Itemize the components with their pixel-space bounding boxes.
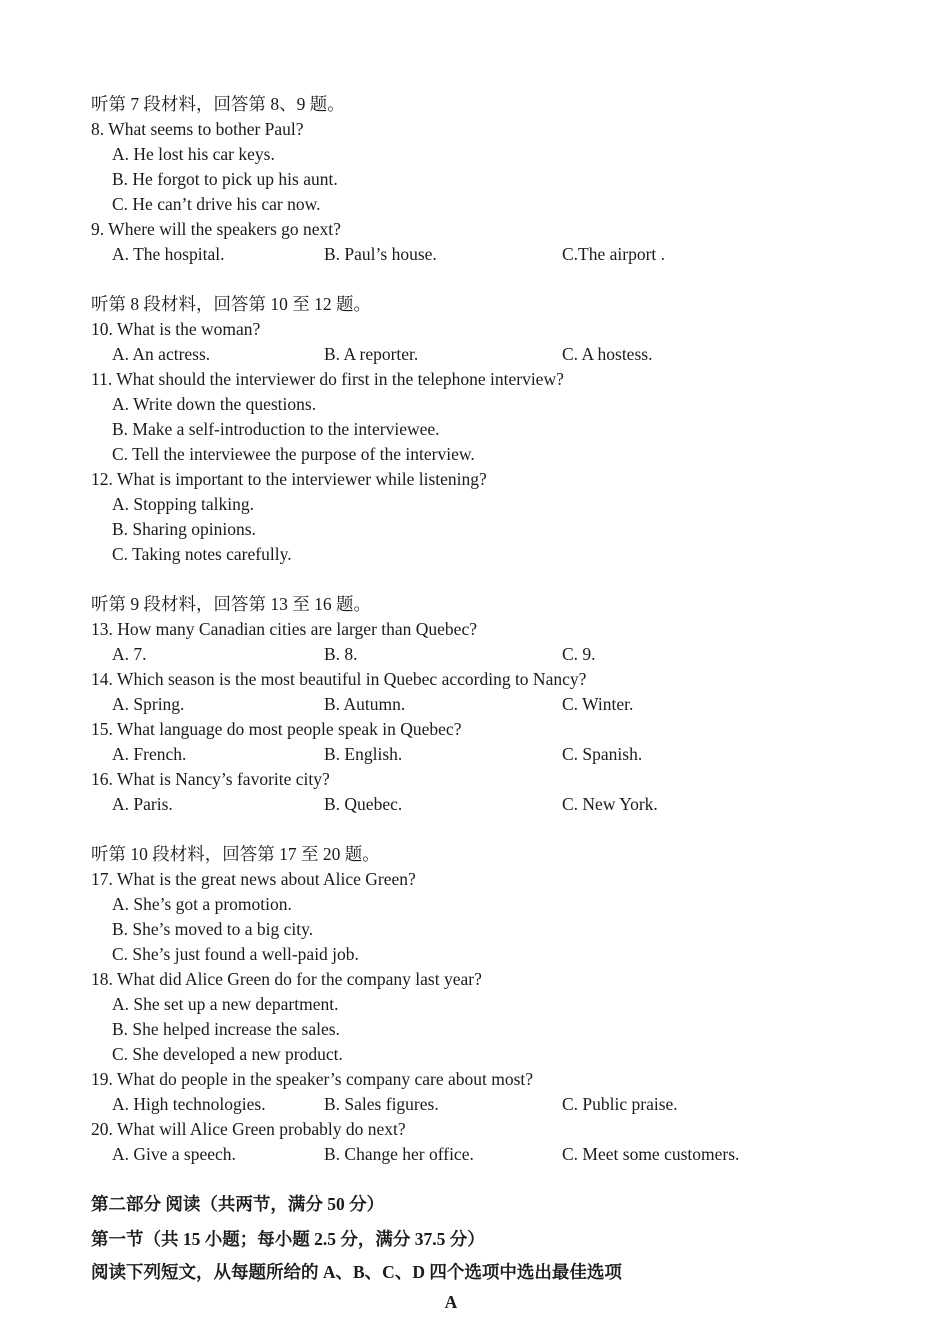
question-10-option-a: A. An actress. [112, 344, 211, 364]
material-7-header: 听第 7 段材料，回答第 8、9 题。 [91, 94, 345, 114]
question-19-option-c: C. Public praise. [562, 1094, 678, 1114]
question-14-option-b: B. Autumn. [324, 694, 406, 714]
question-19-text: 19. What do people in the speaker’s company care about most? [91, 1069, 534, 1089]
material-10-header: 听第 10 段材料，回答第 17 至 20 题。 [91, 844, 380, 864]
question-14-option-c: C. Winter. [562, 694, 634, 714]
question-8-option-c: C. He can’t drive his car now. [112, 194, 321, 214]
part2-header: 第二部分 阅读（共两节，满分 50 分） [91, 1194, 385, 1214]
question-11-option-a: A. Write down the questions. [112, 394, 317, 414]
question-15-option-b: B. English. [324, 744, 403, 764]
question-13-text: 13. How many Canadian cities are larger than Quebec? [91, 619, 477, 639]
exam-content [91, 92, 811, 1315]
question-16-options [91, 792, 811, 817]
question-11-option-b: B. Make a self-introduction to the interviewee. [112, 419, 440, 439]
question-16-option-b: B. Quebec. [324, 794, 403, 814]
question-18-option-a: A. She set up a new department. [112, 994, 339, 1014]
question-20-option-b: B. Change her office. [324, 1144, 474, 1164]
question-13-options [91, 642, 811, 667]
part2-instruction: 阅读下列短文，从每题所给的 A、B、C、D 四个选项中选出最佳选项 [91, 1262, 622, 1282]
question-15-option-c: C. Spanish. [562, 744, 643, 764]
question-12-option-c: C. Taking notes carefully. [112, 544, 292, 564]
material-section-10 [91, 842, 811, 1167]
question-10-option-b: B. A reporter. [324, 344, 419, 364]
question-15-option-a: A. French. [112, 744, 187, 764]
question-16-option-c: C. New York. [562, 794, 658, 814]
material-section-8 [91, 292, 811, 567]
question-12-option-a: A. Stopping talking. [112, 494, 254, 514]
question-9-options [91, 242, 811, 267]
question-9-option-c: C.The airport . [562, 244, 666, 264]
part2-section1-header: 第一节（共 15 小题；每小题 2.5 分，满分 37.5 分） [91, 1229, 485, 1249]
question-17-option-c: C. She’s just found a well-paid job. [112, 944, 359, 964]
material-section-7 [91, 92, 811, 267]
question-9-option-a: A. The hospital. [112, 244, 225, 264]
material-8-header: 听第 8 段材料，回答第 10 至 12 题。 [91, 294, 371, 314]
question-20-option-a: A. Give a speech. [112, 1144, 236, 1164]
question-17-option-b: B. She’s moved to a big city. [112, 919, 314, 939]
question-10-options [91, 342, 811, 367]
question-18-option-c: C. She developed a new product. [112, 1044, 343, 1064]
question-20-text: 20. What will Alice Green probably do next? [91, 1119, 406, 1139]
question-9-option-b: B. Paul’s house. [324, 244, 437, 264]
question-17-option-a: A. She’s got a promotion. [112, 894, 292, 914]
question-19-options [91, 1092, 811, 1117]
part2-footer [91, 1192, 811, 1315]
question-17-text: 17. What is the great news about Alice Green? [91, 869, 416, 889]
question-13-option-c: C. 9. [562, 644, 596, 664]
question-9-text: 9. Where will the speakers go next? [91, 219, 341, 239]
question-12-option-b: B. Sharing opinions. [112, 519, 256, 539]
question-10-text: 10. What is the woman? [91, 319, 261, 339]
question-8-text: 8. What seems to bother Paul? [91, 119, 304, 139]
question-16-option-a: A. Paris. [112, 794, 173, 814]
question-15-text: 15. What language do most people speak in Quebec? [91, 719, 462, 739]
question-18-option-b: B. She helped increase the sales. [112, 1019, 340, 1039]
material-9-header: 听第 9 段材料，回答第 13 至 16 题。 [91, 594, 371, 614]
question-15-options [91, 742, 811, 767]
question-14-options [91, 692, 811, 717]
question-12-text: 12. What is important to the interviewer while listening? [91, 469, 487, 489]
question-20-option-c: C. Meet some customers. [562, 1144, 740, 1164]
question-14-option-a: A. Spring. [112, 694, 185, 714]
passage-a-label: A [444, 1292, 458, 1312]
question-13-option-a: A. 7. [112, 644, 147, 664]
question-8-option-a: A. He lost his car keys. [112, 144, 275, 164]
material-section-9 [91, 592, 811, 817]
question-8-option-b: B. He forgot to pick up his aunt. [112, 169, 338, 189]
question-19-option-b: B. Sales figures. [324, 1094, 439, 1114]
question-16-text: 16. What is Nancy’s favorite city? [91, 769, 330, 789]
question-20-options [91, 1142, 811, 1167]
question-13-option-b: B. 8. [324, 644, 358, 664]
question-14-text: 14. Which season is the most beautiful in Quebec according to Nancy? [91, 669, 587, 689]
question-18-text: 18. What did Alice Green do for the company last year? [91, 969, 482, 989]
question-19-option-a: A. High technologies. [112, 1094, 266, 1114]
question-11-text: 11. What should the interviewer do first in the telephone interview? [91, 369, 564, 389]
question-10-option-c: C. A hostess. [562, 344, 653, 364]
question-11-option-c: C. Tell the interviewee the purpose of the interview. [112, 444, 475, 464]
